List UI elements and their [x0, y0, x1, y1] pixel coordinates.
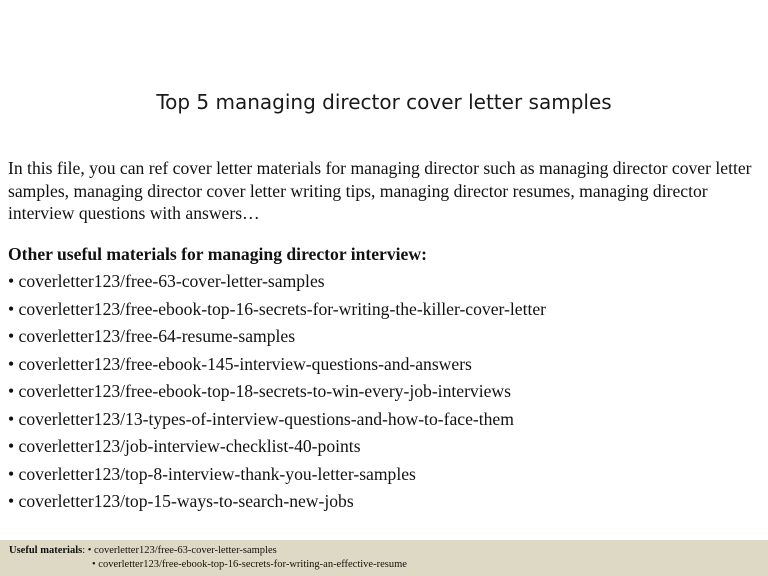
materials-link-item[interactable]: • coverletter123/top-15-ways-to-search-new-jobs [8, 491, 354, 511]
materials-link-item[interactable]: • coverletter123/top-8-interview-thank-you-letter-samples [8, 463, 416, 484]
materials-link-item[interactable]: • coverletter123/job-interview-checklist-40-points [8, 436, 361, 456]
materials-link-item[interactable]: • coverletter123/free-64-resume-samples [8, 326, 296, 346]
footer-bar [0, 540, 768, 576]
materials-link-item[interactable]: • coverletter123/free-ebook-145-interview-questions-and-answers [8, 353, 472, 374]
intro-paragraph: In this file, you can ref cover letter materials for managing director such as managing director cover letter samples, managing director cover letter writing tips, managing director resumes, managing director interview questions with answers… [8, 158, 752, 223]
footer-link-2[interactable]: • coverletter123/free-ebook-top-16-secrets-for-writing-an-effective-resume [92, 559, 407, 570]
footer-line-1 [9, 544, 277, 557]
slide-title: Top 5 managing director cover letter samples [156, 90, 612, 114]
footer-separator: : [82, 545, 88, 556]
materials-link-list [8, 268, 546, 516]
materials-heading: Other useful materials for managing director interview: [8, 244, 427, 264]
footer-link-1[interactable]: • coverletter123/free-63-cover-letter-samples [87, 545, 277, 556]
footer-label: Useful materials [9, 545, 83, 556]
footer-line-2 [92, 558, 407, 571]
materials-link-item[interactable]: • coverletter123/13-types-of-interview-questions-and-how-to-face-them [8, 408, 514, 429]
materials-link-item[interactable]: • coverletter123/free-ebook-top-18-secrets-to-win-every-job-interviews [8, 381, 511, 401]
materials-link-item[interactable]: • coverletter123/free-ebook-top-16-secrets-for-writing-the-killer-cover-letter [8, 298, 547, 319]
materials-link-item[interactable]: • coverletter123/free-63-cover-letter-samples [8, 271, 325, 291]
